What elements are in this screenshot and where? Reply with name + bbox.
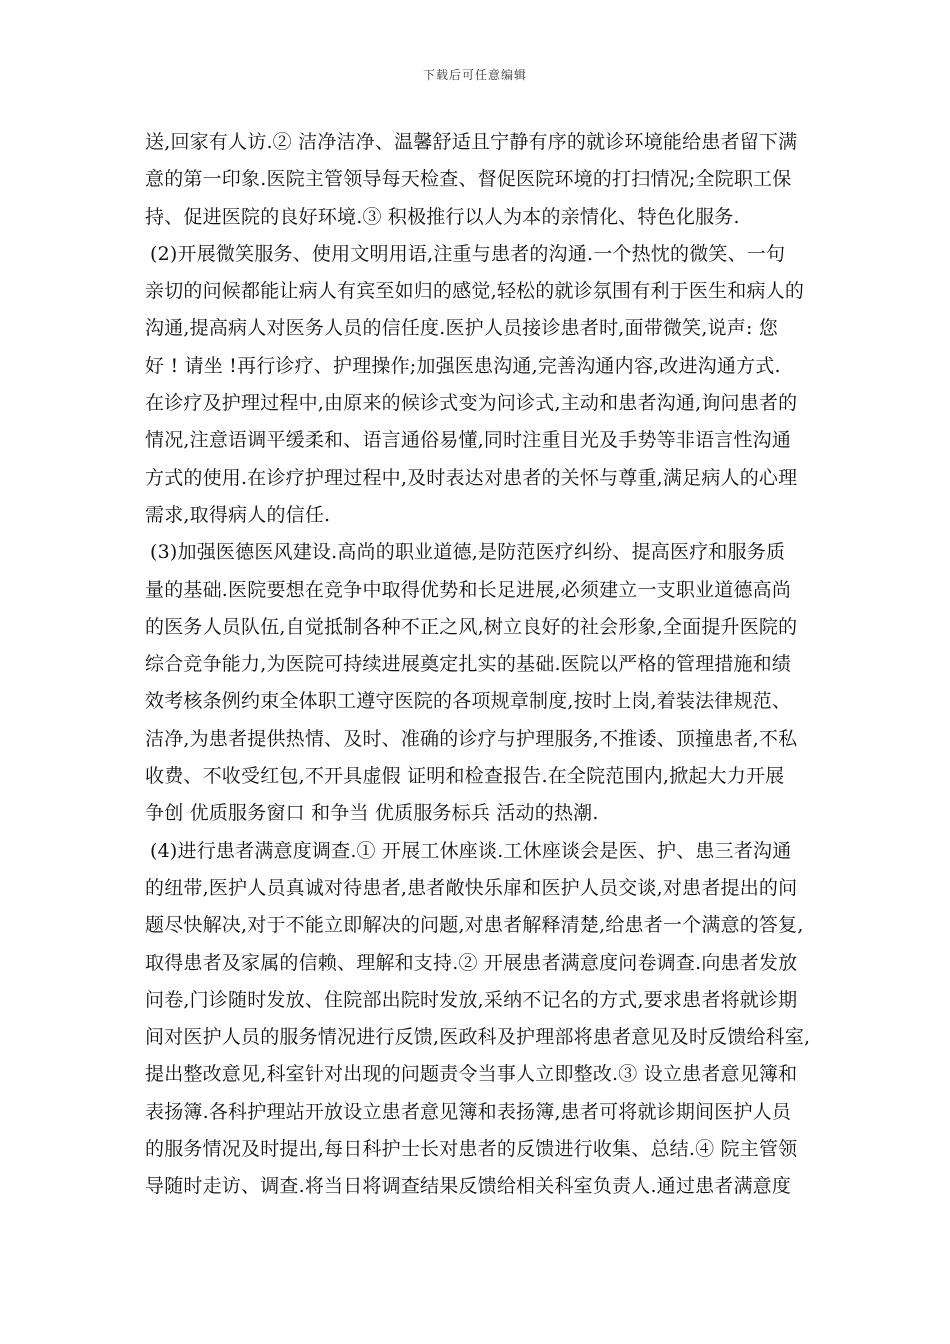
text-line: 的纽带,医护人员真诚对待患者,患者敞快乐扉和医护人员交谈,对患者提出的问: [145, 876, 798, 899]
paragraph-start-line: (2)开展微笑服务、使用文明用语,注重与患者的沟通.一个热忱的微笑、一句: [150, 242, 786, 265]
text-line: 提出整改意见,科室针对出现的问题责令当事人立即整改.③ 设立患者意见簿和: [145, 1063, 798, 1086]
text-line: 导随时走访、调查.将当日将调查结果反馈给相关科室负责人.通过患者满意度: [145, 1175, 792, 1198]
text-line: 综合竞争能力,为医院可持续进展奠定扎实的基础.医院以严格的管理措施和绩: [145, 653, 792, 676]
page-header: 下载后可任意编辑: [422, 68, 527, 82]
text-line: 争创 优质服务窗口 和争当 优质服务标兵 活动的热潮.: [145, 802, 599, 825]
text-line: 的服务情况及时提出,每日科护士长对患者的反馈进行收集、总结.④ 院主管领: [145, 1138, 798, 1161]
text-line: 量的基础.医院要想在竞争中取得优势和长足进展,必须建立一支职业道德高尚: [145, 578, 792, 601]
text-line: 亲切的问候都能让病人有宾至如归的感觉,轻松的就诊氛围有利于医生和病人的: [145, 280, 805, 303]
text-line: 间对医护人员的服务情况进行反馈,医政科及护理部将患者意见及时反馈给科室,: [145, 1026, 811, 1049]
text-line: 收费、不收受红包,不开具虚假 证明和检查报告.在全院范围内,掀起大力开展: [145, 765, 785, 788]
text-line: 情况,注意语调平缓柔和、语言通俗易懂,同时注重目光及手势等非语言性沟通: [145, 429, 792, 452]
paragraph-start-line: (4)进行患者满意度调查.① 开展工休座谈.工休座谈会是医、护、患三者沟通: [150, 839, 792, 862]
text-line: 洁净,为患者提供热情、及时、准确的诊疗与护理服务,不推诿、顶撞患者,不私: [145, 727, 798, 750]
text-line: 的医务人员队伍,自觉抵制各种不正之风,树立良好的社会形象,全面提升医院的: [145, 615, 798, 638]
text-line: 意的第一印象.医院主管领导每天检查、督促医院环境的打扫情况;全院职工保: [145, 168, 792, 191]
text-line: 好 ! 请坐 !再行诊疗、护理操作;加强医患沟通,完善沟通内容,改进沟通方式.: [145, 354, 781, 377]
text-line: 需求,取得病人的信任.: [145, 503, 331, 526]
text-line: 表扬簿.各科护理站开放设立患者意见簿和表扬簿,患者可将就诊期间医护人员: [145, 1100, 792, 1123]
text-line: 方式的使用.在诊疗护理过程中,及时表达对患者的关怀与尊重,满足病人的心理: [145, 466, 798, 489]
text-line: 题尽快解决,对于不能立即解决的问题,对患者解释清楚,给患者一个满意的答复,: [145, 914, 804, 937]
text-line: 持、促进医院的良好环境.③ 积极推行以人为本的亲情化、特色化服务.: [145, 205, 740, 228]
text-line: 问卷,门诊随时发放、住院部出院时发放,采纳不记名的方式,要求患者将就诊期: [145, 988, 798, 1011]
text-line: 取得患者及家属的信赖、理解和支持.② 开展患者满意度问卷调查.向患者发放: [145, 951, 798, 974]
paragraph-start-line: (3)加强医德医风建设.高尚的职业道德,是防范医疗纠纷、提高医疗和服务质: [150, 541, 786, 564]
text-line: 在诊疗及护理过程中,由原来的候诊式变为问诊式,主动和患者沟通,询问患者的: [145, 392, 798, 415]
text-line: 效考核条例约束全体职工遵守医院的各项规章制度,按时上岗,着装法律规范、: [145, 690, 792, 713]
body-text: [145, 124, 815, 1206]
text-line: 沟通,提高病人对医务人员的信任度.医护人员接诊患者时,面带微笑,说声: 您: [145, 317, 779, 340]
text-line: 送,回家有人访.② 洁净洁净、温馨舒适且宁静有序的就诊环境能给患者留下满: [145, 131, 798, 153]
